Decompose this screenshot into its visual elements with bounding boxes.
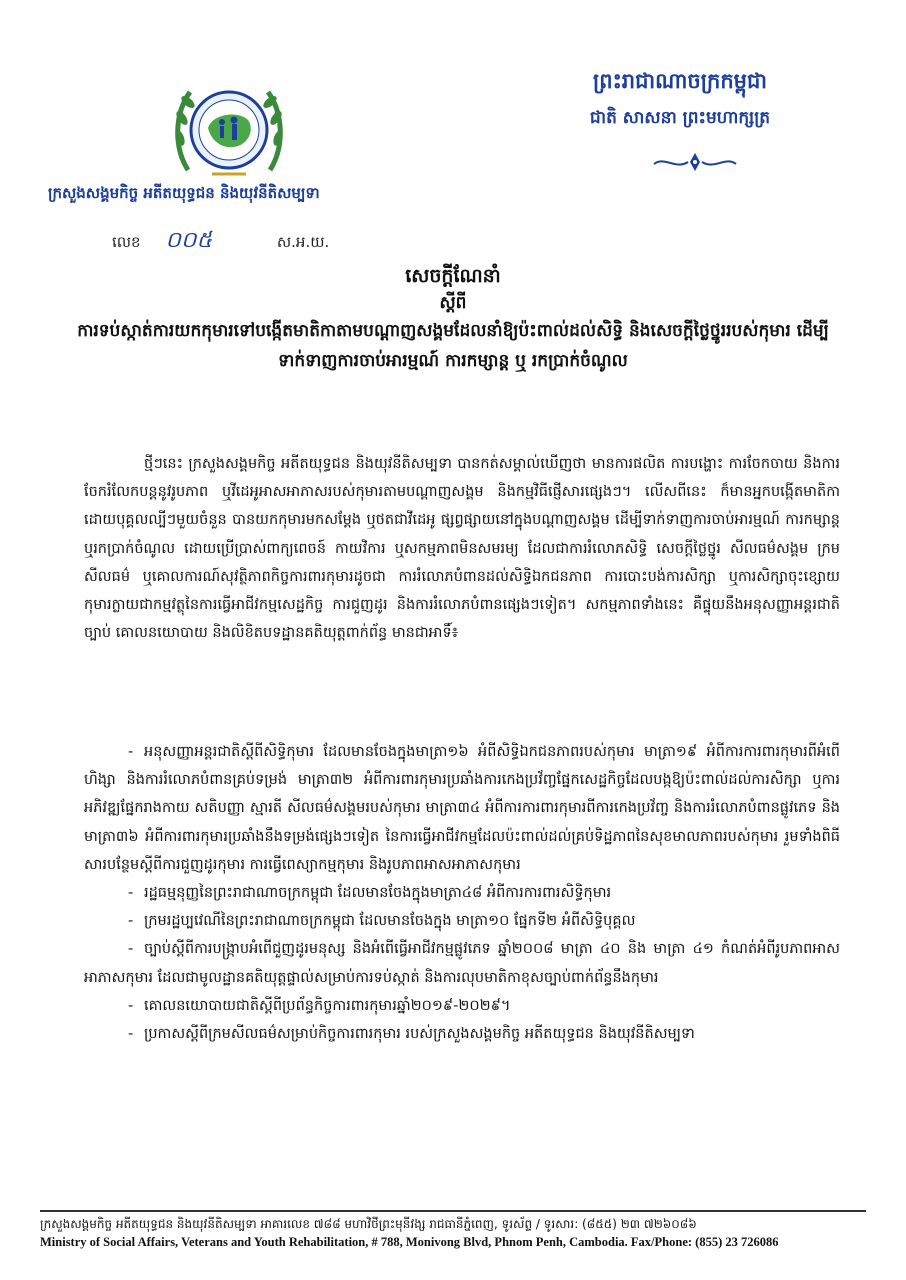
list-item: - ច្បាប់ស្តីពីការបង្ក្រាបអំពើជួញដូរមនុស្ស និងអំពើធ្វើអាជីវកម្មផ្លូវភេទ ឆ្នាំ២០០៨ មាត្រា ៤០ និង មាត្រា ៤១ កំណត់អំពីរូបភាពអាសអាភាសកុមារ ដែលជាមូលដ្ឋានគតិយុត្តផ្ទាល់សម្រាប់ការទប់ស្កាត់ និងការលុបមាតិកាខុសច្បាប់ពាក់ព័ន្ធនឹងកុមារ <box>84 941 840 986</box>
list-item: - ក្រមរដ្ឋប្បវេណីនៃព្រះរាជាណាចក្រកម្ពុជា ដែលមានចែងក្នុង មាត្រា១០ ផ្នែកទី២ អំពីសិទ្ធិបុគ្គល <box>128 913 636 930</box>
footer-address-en: Ministry of Social Affairs, Veterans and Youth Rehabilitation, # 788, Monivong Blvd, Phnom Penh, Cambodia. Fax/Phone: (855) 23 726086 <box>40 1235 779 1249</box>
list-item: - អនុសញ្ញាអន្តរជាតិស្តីពីសិទ្ធិកុមារ ដែលមានចែងក្នុងមាត្រា១៦ អំពីសិទ្ធិឯកជនភាពរបស់កុមារ មាត្រា១៩ អំពីការការពារកុមារពីអំពើហិង្សា និងការរំលោភបំពានគ្រប់ទម្រង់ មាត្រា៣២ អំពីការពារកុមារប្រឆាំងការកេងប្រវ័ញ្ចផ្នែកសេដ្ឋកិច្ចដែលបង្កឱ្យប៉ះពាល់ដល់ការសិក្សា ឬការអភិវឌ្ឍផ្នែករាងកាយ សតិបញ្ញា ស្មារតី សីលធម៌សង្គមរបស់កុមារ មាត្រា៣៤ អំពីការការពារកុមារពីការកេងប្រវ័ញ្ច និងការរំលោភបំពានផ្លូវភេទ និងមាត្រា៣៦ អំពីការពារកុមារប្រឆាំងនឹងទម្រង់ផ្សេងៗទៀត នៃការធ្វើអាជីវកម្មដែលប៉ះពាល់ដល់គ្រប់ទិដ្ឋភាពនៃសុខមាលភាពរបស់កុមារ រួមទាំងពិធីសារបន្ថែមស្តីពីការជួញដូរកុមារ ការធ្វើពេស្យាកម្មកុមារ និងរូបភាពអាសអាភាសកុមារ <box>84 744 840 873</box>
ref-label: លេខ <box>112 233 141 251</box>
ministry-name: ក្រសួងសង្គមកិច្ច អតីតយុទ្ធជន និងយុវនីតិសម្បទា <box>48 184 320 202</box>
footer <box>40 1215 866 1251</box>
khmer-ornament-icon <box>650 150 740 174</box>
list-item: - គោលនយោបាយជាតិស្តីពីប្រព័ន្ធកិច្ចការពារកុមារឆ្នាំ២០១៩-២០២៩។ <box>128 997 511 1014</box>
paragraph-1: ថ្មីៗនេះ ក្រសួងសង្គមកិច្ច អតីតយុទ្ធជន និងយុវនីតិសម្បទា បានកត់សម្គាល់ឃើញថា មានការផលិត ការបង្ហោះ ការចែកចាយ និងការចែករំលែកបន្តនូវរូបភាព ឬវីដេអូអាសអាភាសរបស់កុមារតាមបណ្តាញសង្គម និងកម្មវិធីផ្ញើសារផ្សេងៗ។ លើសពីនេះ ក៏មានអ្នកបង្កើតមាតិកា ដោយបុគ្គលល្បីៗមួយចំនួន បានយកកុមារមកសម្តែង ឬថតជាវីដេអូ ផ្សព្វផ្សាយនៅក្នុងបណ្តាញសង្គម ដើម្បីទាក់ទាញការចាប់អារម្មណ៍ ការកម្សាន្ត ឬរកប្រាក់ចំណូល ដោយប្រើប្រាស់ពាក្យពេចន៍ កាយវិការ ឬសកម្មភាពមិនសមរម្យ ដែលជាការរំលោភសិទ្ធិ សេចក្តីថ្លៃថ្នូរ សីលធម៌សង្គម ក្រមសីលធម៌ ឬគោលការណ៍សុវត្ថិភាពកិច្ចការពារកុមារដូចជា ការរំលោភបំពានដល់សិទ្ធិឯកជនភាព ការបោះបង់ការសិក្សា ឬការសិក្សាចុះខ្សោយ កុមារក្លាយជាកម្មវត្ថុនៃការធ្វើអាជីវកម្មសេដ្ឋកិច្ច ការជួញដូរ និងការរំលោភបំពានផ្សេងៗទៀត។ សកម្មភាពទាំងនេះ គឺផ្ទុយនឹងអនុសញ្ញាអន្តរជាតិ ច្បាប់ គោលនយោបាយ និងលិខិតបទដ្ឋានគតិយុត្តពាក់ព័ន្ធ មានជាអាទិ៍៖ <box>84 456 840 642</box>
ministry-emblem-icon <box>168 78 290 182</box>
ref-suffix: ស.អ.យ. <box>276 233 330 251</box>
list-item-text: ក្រមរដ្ឋប្បវេណីនៃព្រះរាជាណាចក្រកម្ពុជា ដែលមានចែងក្នុង មាត្រា១០ ផ្នែកទី២ អំពីសិទ្ធិបុគ្គល <box>144 913 636 930</box>
legal-basis-list <box>84 738 840 1048</box>
title-line-subject: ការទប់ស្កាត់ការយកកុមារទៅបង្កើតមាតិកាតាមបណ្តាញសង្គមដែលនាំឱ្យប៉ះពាល់ដល់សិទ្ធិ និងសេចក្តីថ្លៃថ្នូររបស់កុមារ ដើម្បីទាក់ទាញការចាប់អារម្មណ៍ ការកម្សាន្ត ឬ រកប្រាក់ចំណូល <box>77 321 829 371</box>
list-item: - ប្រកាសស្តីពីក្រមសីលធម៌សម្រាប់កិច្ចការពារកុមារ របស់ក្រសួងសង្គមកិច្ច អតីតយុទ្ធជន និងយុវនីតិសម្បទា <box>128 1026 695 1043</box>
footer-address-km: ក្រសួងសង្គមកិច្ច អតីតយុទ្ធជន និងយុវនីតិសម្បទា អាគារលេខ ៧៨៨ មហាវិថីព្រះមុនីវង្ស រាជធានីភ្នំពេញ, ទូរស័ព្ទ / ទូរសារ: (៨៥៥) ២៣ ៧២៦០៨៦ <box>40 1217 697 1231</box>
title-line-regarding: ស្តីពី <box>439 293 467 313</box>
kingdom-header <box>550 68 810 132</box>
intro-paragraph <box>84 450 840 647</box>
ref-number: ០០៥ <box>165 228 213 253</box>
document-title <box>40 262 866 376</box>
footer-divider <box>40 1210 866 1212</box>
list-item: - រដ្ឋធម្មនុញ្ញនៃព្រះរាជាណាចក្រកម្ពុជា ដែលមានចែងក្នុងមាត្រា៤៨ អំពីការការពារសិទ្ធិកុមារ <box>128 885 612 902</box>
title-line-instruction: សេចក្តីណែនាំ <box>405 265 501 287</box>
list-item-text: រដ្ឋធម្មនុញ្ញនៃព្រះរាជាណាចក្រកម្ពុជា ដែលមានចែងក្នុងមាត្រា៤៨ អំពីការការពារសិទ្ធិកុមារ <box>144 885 612 902</box>
motto-line: ជាតិ សាសនា ព្រះមហាក្សត្រ <box>589 108 771 128</box>
kingdom-line: ព្រះរាជាណាចក្រកម្ពុជា <box>592 69 767 93</box>
reference-number-row <box>112 226 329 258</box>
list-item-text: គោលនយោបាយជាតិស្តីពីប្រព័ន្ធកិច្ចការពារកុមារឆ្នាំ២០១៩-២០២៩។ <box>144 997 511 1014</box>
list-item-text: ប្រកាសស្តីពីក្រមសីលធម៌សម្រាប់កិច្ចការពារកុមារ របស់ក្រសួងសង្គមកិច្ច អតីតយុទ្ធជន និងយុវនីតិសម្បទា <box>144 1026 695 1043</box>
list-item-text: ច្បាប់ស្តីពីការបង្ក្រាបអំពើជួញដូរមនុស្ស និងអំពើធ្វើអាជីវកម្មផ្លូវភេទ ឆ្នាំ២០០៨ មាត្រា ៤០ និង មាត្រា ៤១ កំណត់អំពីរូបភាពអាសអាភាសកុមារ ដែលជាមូលដ្ឋានគតិយុត្តផ្ទាល់សម្រាប់ការទប់ស្កាត់ និងការលុបមាតិកាខុសច្បាប់ពាក់ព័ន្ធនឹងកុមារ <box>84 941 840 986</box>
list-item-text: អនុសញ្ញាអន្តរជាតិស្តីពីសិទ្ធិកុមារ ដែលមានចែងក្នុងមាត្រា១៦ អំពីសិទ្ធិឯកជនភាពរបស់កុមារ មាត្រា១៩ អំពីការការពារកុមារពីអំពើហិង្សា និងការរំលោភបំពានគ្រប់ទម្រង់ មាត្រា៣២ អំពីការពារកុមារប្រឆាំងការកេងប្រវ័ញ្ចផ្នែកសេដ្ឋកិច្ចដែលបង្កឱ្យប៉ះពាល់ដល់ការសិក្សា ឬការអភិវឌ្ឍផ្នែករាងកាយ សតិបញ្ញា ស្មារតី សីលធម៌សង្គមរបស់កុមារ មាត្រា៣៤ អំពីការការពារកុមារពីការកេងប្រវ័ញ្ច និងការរំលោភបំពានផ្លូវភេទ និងមាត្រា៣៦ អំពីការពារកុមារប្រឆាំងនឹងទម្រង់ផ្សេងៗទៀត នៃការធ្វើអាជីវកម្មដែលប៉ះពាល់ដល់គ្រប់ទិដ្ឋភាពនៃសុខមាលភាពរបស់កុមារ រួមទាំងពិធីសារបន្ថែមស្តីពីការជួញដូរកុមារ ការធ្វើពេស្យាកម្មកុមារ និងរូបភាពអាសអាភាសកុមារ <box>84 744 840 873</box>
